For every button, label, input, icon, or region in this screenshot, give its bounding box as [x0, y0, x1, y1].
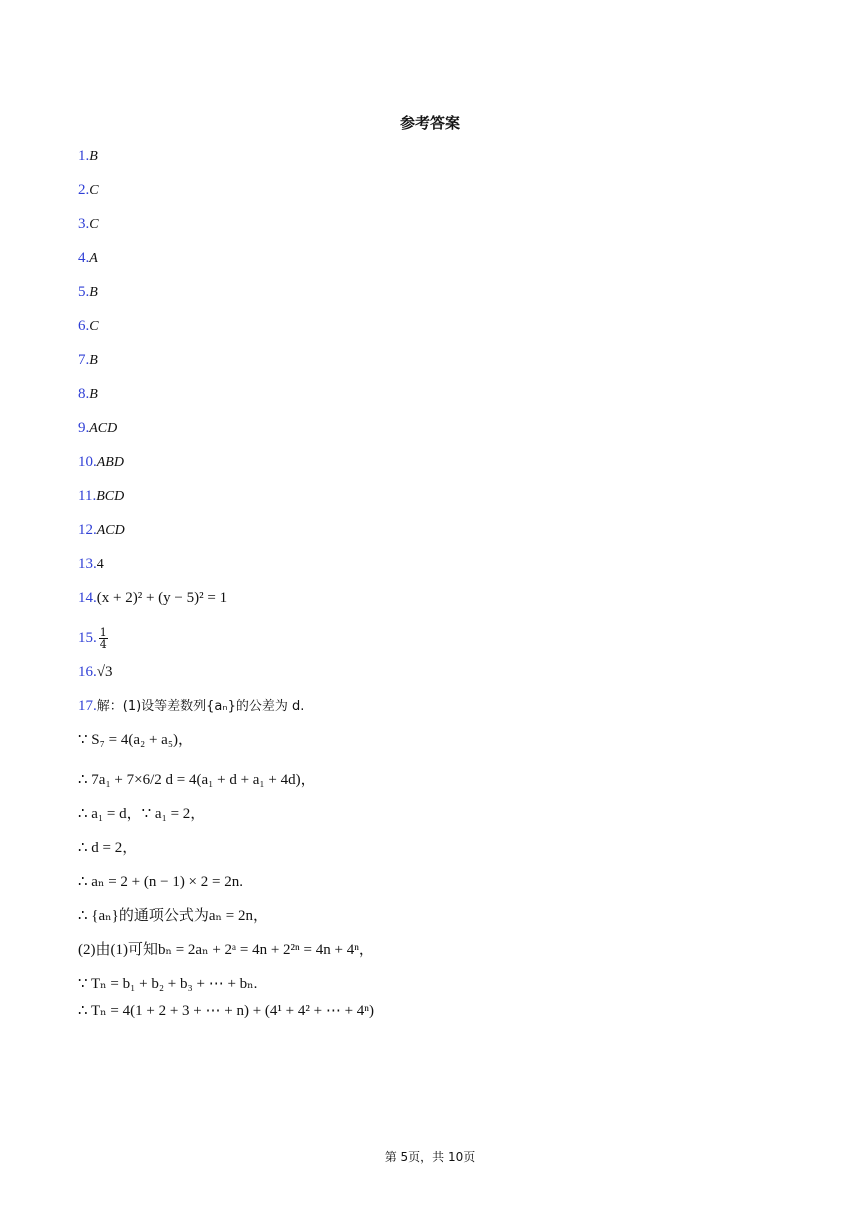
q17-step-text: ∵ Tₙ = b₁ + b₂ + b₃ + ⋯ + bₙ. [78, 976, 258, 992]
q17-step [78, 999, 778, 1033]
answer-number: 4. [78, 250, 90, 266]
answer-sqrt: √3 [96, 664, 113, 680]
answer-number: 11. [78, 488, 97, 504]
answer-number: 3. [78, 216, 90, 232]
answer-number: 15. [78, 630, 97, 646]
answer-number: 17. [78, 698, 97, 714]
answer-number: 16. [78, 664, 97, 680]
answer-value: C [89, 319, 99, 334]
q17-intro-row [78, 694, 778, 728]
answer-number: 12. [78, 522, 97, 538]
answer-number: 14. [78, 590, 97, 606]
answer-row [78, 178, 778, 212]
q17-step-text: ∴ a₁ = d，∵ a₁ = 2， [78, 806, 206, 822]
answer-value: B [89, 149, 98, 164]
answer-value: ABD [96, 455, 124, 470]
q17-step [78, 836, 778, 870]
answer-number: 1. [78, 148, 90, 164]
fraction-numerator: 1 [99, 625, 107, 639]
answer-row [78, 660, 778, 694]
answer-value: 4 [96, 557, 104, 572]
answer-value: A [89, 251, 98, 266]
q17-step [78, 904, 778, 938]
answer-row [78, 552, 778, 586]
q17-step [78, 762, 778, 802]
answer-row [78, 382, 778, 416]
answer-value: B [89, 387, 98, 402]
q17-step [78, 938, 778, 972]
q17-step-text: ∴ Tₙ = 4(1 + 2 + 3 + ⋯ + n) + (4¹ + 4² + ⋯ + 4ⁿ) [78, 1003, 375, 1019]
fraction-denominator: 4 [99, 637, 107, 651]
answer-number: 5. [78, 284, 90, 300]
answer-number: 9. [78, 420, 90, 436]
q17-step-text: ∴ d = 2， [78, 840, 138, 856]
answer-list [78, 144, 778, 1033]
answer-value: BCD [96, 489, 125, 504]
answer-row [78, 484, 778, 518]
answer-number: 2. [78, 182, 90, 198]
q17-intro: 解：(1)设等差数列{aₙ}的公差为 d. [96, 699, 305, 714]
answer-row [78, 314, 778, 348]
answer-row [78, 212, 778, 246]
answer-row [78, 586, 778, 620]
answer-number: 13. [78, 556, 97, 572]
answer-row [78, 518, 778, 552]
q17-step [78, 972, 778, 999]
page-footer: 第 5页，共 10页 [384, 1150, 476, 1164]
answer-value: B [89, 285, 98, 300]
answer-equation: (x + 2)² + (y − 5)² = 1 [96, 590, 228, 606]
q17-step [78, 802, 778, 836]
answer-value: ACD [96, 523, 125, 538]
answer-row [78, 450, 778, 484]
q17-step [78, 870, 778, 904]
answer-row [78, 620, 778, 660]
page-title: 参考答案 [399, 114, 460, 132]
q17-step-text: ∴ 7a₁ + 7×6/2 d = 4(a₁ + d + a₁ + 4d)， [78, 772, 316, 788]
answer-row [78, 144, 778, 178]
answer-row [78, 416, 778, 450]
q17-step-text: ∴ {aₙ}的通项公式为aₙ = 2n， [78, 908, 268, 924]
answer-number: 6. [78, 318, 90, 334]
answer-row [78, 348, 778, 382]
answer-value: ACD [89, 421, 118, 436]
answer-row [78, 280, 778, 314]
answer-number: 10. [78, 454, 97, 470]
answer-value: C [89, 183, 99, 198]
q17-step [78, 728, 778, 762]
answer-number: 7. [78, 352, 90, 368]
q17-step-text: ∵ S₇ = 4(a₂ + a₅)， [78, 732, 194, 748]
answer-value: B [89, 353, 98, 368]
answer-value: C [89, 217, 99, 232]
answer-row [78, 246, 778, 280]
q17-step-text: (2)由(1)可知bₙ = 2aₙ + 2ᵃ = 4n + 2²ⁿ = 4n + 4ⁿ， [78, 942, 374, 958]
answer-number: 8. [78, 386, 90, 402]
answer-fraction [99, 627, 108, 650]
q17-step-text: ∴ aₙ = 2 + (n − 1) × 2 = 2n. [78, 874, 243, 890]
